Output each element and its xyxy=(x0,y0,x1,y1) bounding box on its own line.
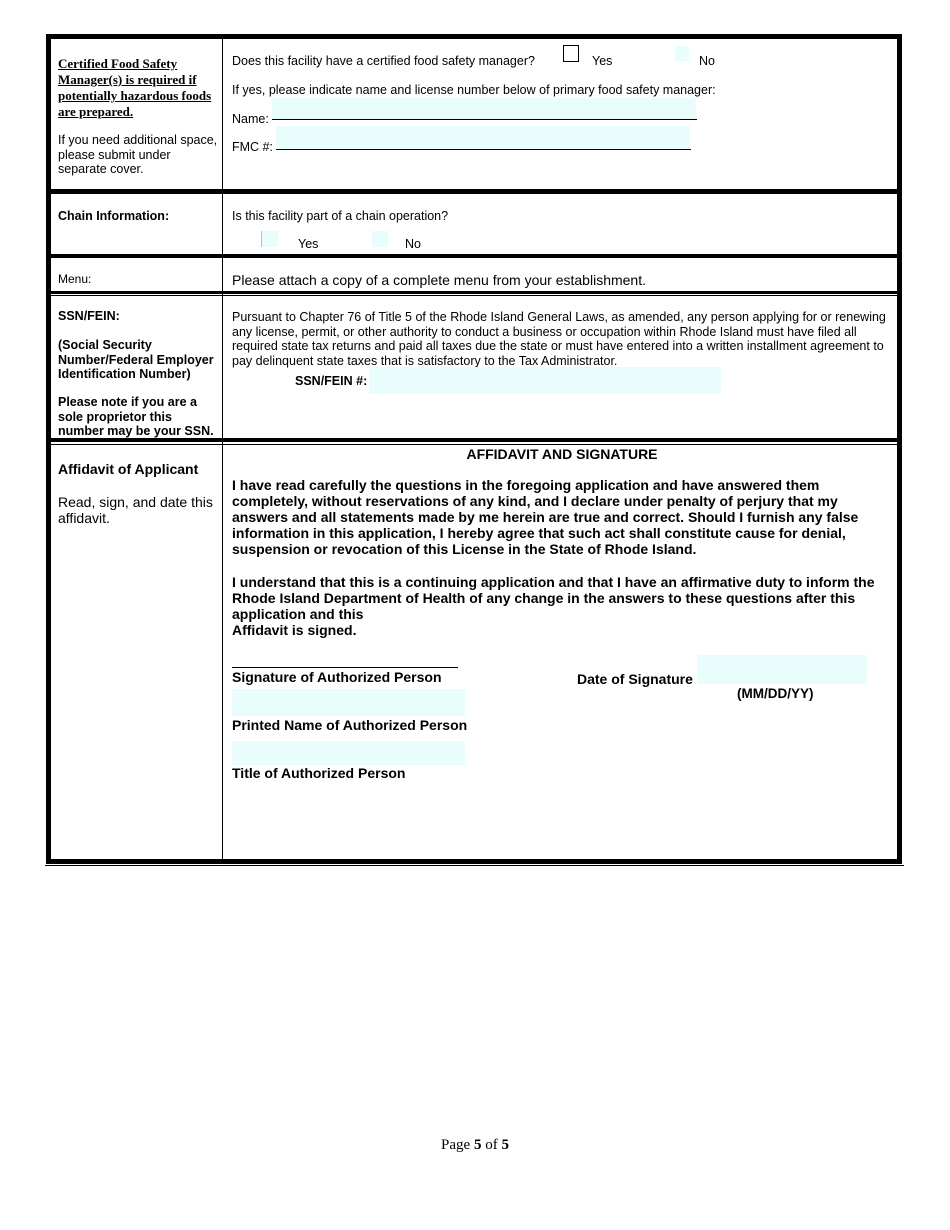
food-safety-yes-checkbox[interactable] xyxy=(563,45,579,62)
food-safety-left-title: Certified Food Safety Manager(s) is required if potentially hazardous foods are prepared. xyxy=(58,56,212,119)
title-label: Title of Authorized Person xyxy=(232,765,406,781)
affidavit-left-title: Affidavit of Applicant xyxy=(58,461,199,477)
ssn-field-label: SSN/FEIN #: xyxy=(295,374,368,388)
printed-name-input[interactable] xyxy=(232,689,465,716)
frame-underline xyxy=(45,865,904,866)
printed-name-label: Printed Name of Authorized Person xyxy=(232,717,468,733)
page-total: 5 xyxy=(501,1137,509,1153)
row-divider-3b xyxy=(46,295,902,296)
affidavit-paragraph-2-end: Affidavit is signed. xyxy=(232,622,357,638)
date-format-hint: (MM/DD/YY) xyxy=(737,686,814,701)
name-label: Name: xyxy=(232,112,269,126)
chain-no-label: No xyxy=(405,237,421,251)
row-divider-3 xyxy=(46,291,902,294)
signature-label: Signature of Authorized Person xyxy=(232,669,442,685)
menu-text: Please attach a copy of a complete menu from your establishment. xyxy=(232,272,646,288)
menu-left-label: Menu: xyxy=(58,272,92,286)
fmc-label: FMC #: xyxy=(232,140,273,154)
row-divider-4b xyxy=(46,444,902,445)
page-of: of xyxy=(485,1137,498,1153)
ssn-fein-input[interactable] xyxy=(369,367,721,394)
affidavit-left-note: Read, sign, and date this affidavit. xyxy=(58,494,213,526)
date-label: Date of Signature xyxy=(577,671,693,687)
row-divider-2 xyxy=(46,254,902,258)
affidavit-paragraph-1: I have read carefully the questions in the foregoing application and have answered them completely, without reservations of any kind, and I declare under penalty of perjury that my answers and all statements made by me herein are true and correct. Should I furnish any false information in this application, I hereby agree that such act shall constitute cause for denial, suspension or revocation of this License in the State of Rhode Island. xyxy=(232,477,859,557)
chain-yes-checkbox[interactable] xyxy=(261,231,278,247)
date-input[interactable] xyxy=(697,655,867,684)
food-safety-instruction: If yes, please indicate name and license number below of primary food safety manager: xyxy=(232,83,716,97)
chain-left-label: Chain Information: xyxy=(58,209,170,223)
food-safety-no-label: No xyxy=(699,54,715,68)
fmc-number-underline xyxy=(276,149,691,150)
affidavit-paragraph-2: I understand that this is a continuing application and that I have an affirmative duty to inform the Rhode Island Department of Health of any change in the answers to these questions after this application and this xyxy=(232,574,875,622)
manager-name-input[interactable] xyxy=(272,98,696,119)
affidavit-heading: AFFIDAVIT AND SIGNATURE xyxy=(466,446,658,462)
page-prefix: Page xyxy=(441,1137,471,1153)
row-divider-4 xyxy=(46,438,902,442)
ssn-left-note: Please note if you are a sole proprietor this number may be your SSN. xyxy=(58,395,214,438)
food-safety-left-note: If you need additional space, please submit under separate cover. xyxy=(58,133,218,176)
food-safety-no-checkbox[interactable] xyxy=(675,46,689,61)
row-divider-1 xyxy=(46,189,902,194)
page-number xyxy=(0,1137,950,1154)
title-input[interactable] xyxy=(232,741,465,765)
signature-line xyxy=(232,667,458,668)
ssn-left-subtitle: (Social Security Number/Federal Employer Identification Number) xyxy=(58,338,214,381)
chain-question: Is this facility part of a chain operation? xyxy=(232,209,449,223)
chain-yes-label: Yes xyxy=(298,237,319,251)
food-safety-yes-label: Yes xyxy=(592,54,613,68)
chain-no-checkbox[interactable] xyxy=(372,231,388,247)
page-current: 5 xyxy=(473,1137,482,1153)
ssn-paragraph: Pursuant to Chapter 76 of Title 5 of the Rhode Island General Laws, as amended, any person applying for or renewing any license, permit, or other authority to conduct a business or occupation within Rhode Island must have filed all required state tax returns and paid all taxes due the state or must have entered into a written installment agreement to pay delinquent state taxes that is satisfactory to the Tax Administrator. xyxy=(232,310,886,368)
fmc-number-input[interactable] xyxy=(276,126,690,149)
food-safety-question: Does this facility have a certified food safety manager? xyxy=(232,54,535,68)
ssn-left-title: SSN/FEIN: xyxy=(58,309,120,323)
manager-name-underline xyxy=(272,119,697,120)
